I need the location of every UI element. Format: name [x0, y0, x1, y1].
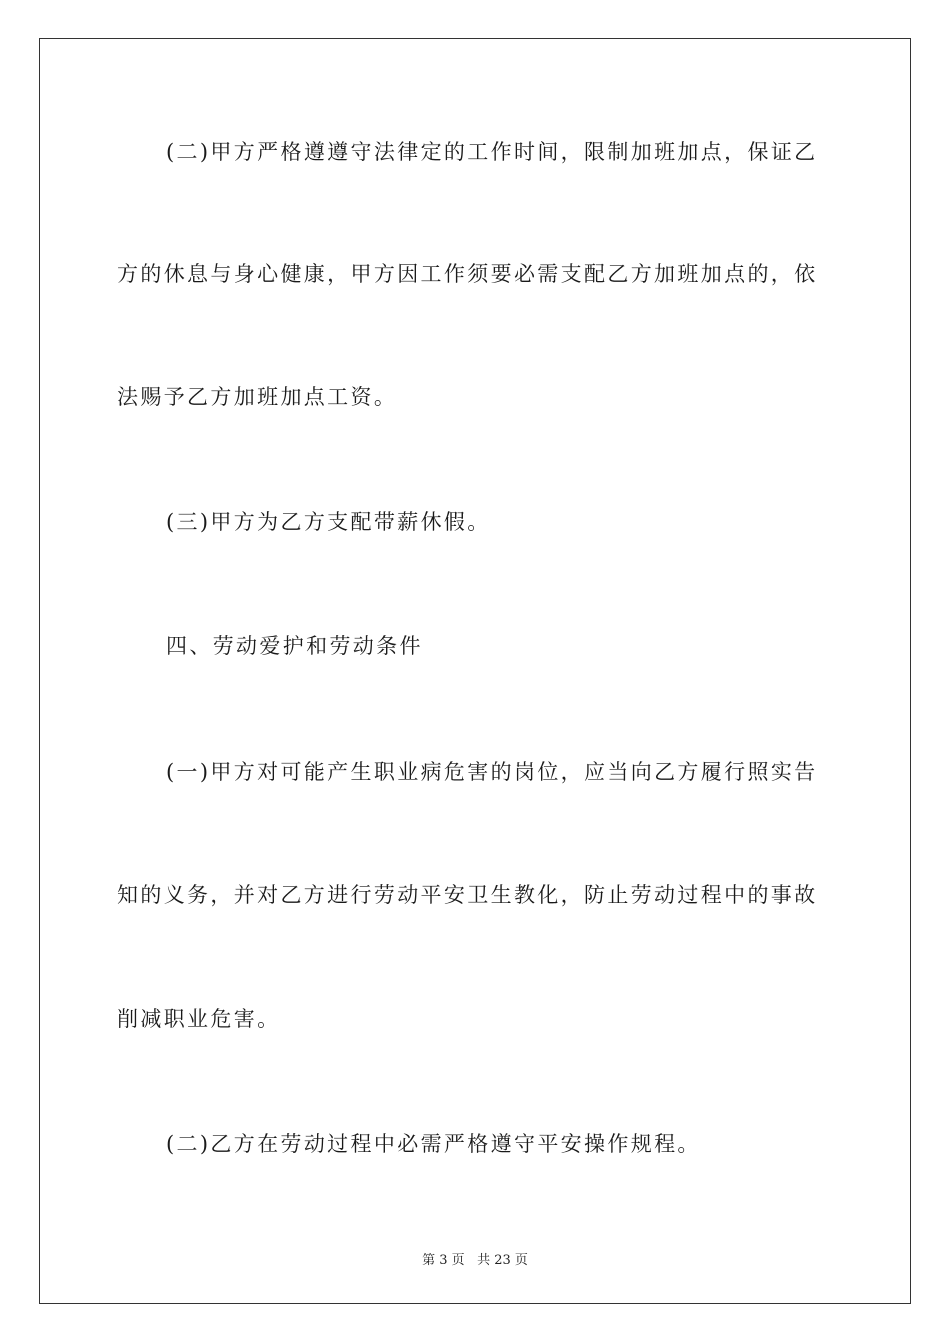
- paragraph-line: 削减职业危害。: [117, 1007, 281, 1031]
- paragraph-line: (一)甲方对可能产生职业病危害的岗位，应当向乙方履行照实告: [166, 760, 818, 784]
- paragraph-line: 方的休息与身心健康，甲方因工作须要必需支配乙方加班加点的，依: [117, 262, 818, 286]
- paragraph-line: (二)甲方严格遵遵守法律定的工作时间，限制加班加点，保证乙: [166, 140, 818, 164]
- page-number: 第 3 页: [422, 1253, 465, 1268]
- page-border: [39, 38, 911, 1304]
- page-total: 共 23 页: [477, 1253, 528, 1268]
- section-heading: 四、劳动爱护和劳动条件: [166, 634, 423, 658]
- paragraph-line: (二)乙方在劳动过程中必需严格遵守平安操作规程。: [166, 1132, 701, 1156]
- paragraph-line: 知的义务，并对乙方进行劳动平安卫生教化，防止劳动过程中的事故: [117, 883, 818, 907]
- paragraph-line: 法赐予乙方加班加点工资。: [117, 385, 398, 409]
- paragraph-line: (三)甲方为乙方支配带薪休假。: [166, 510, 491, 534]
- page-footer: [0, 1249, 950, 1268]
